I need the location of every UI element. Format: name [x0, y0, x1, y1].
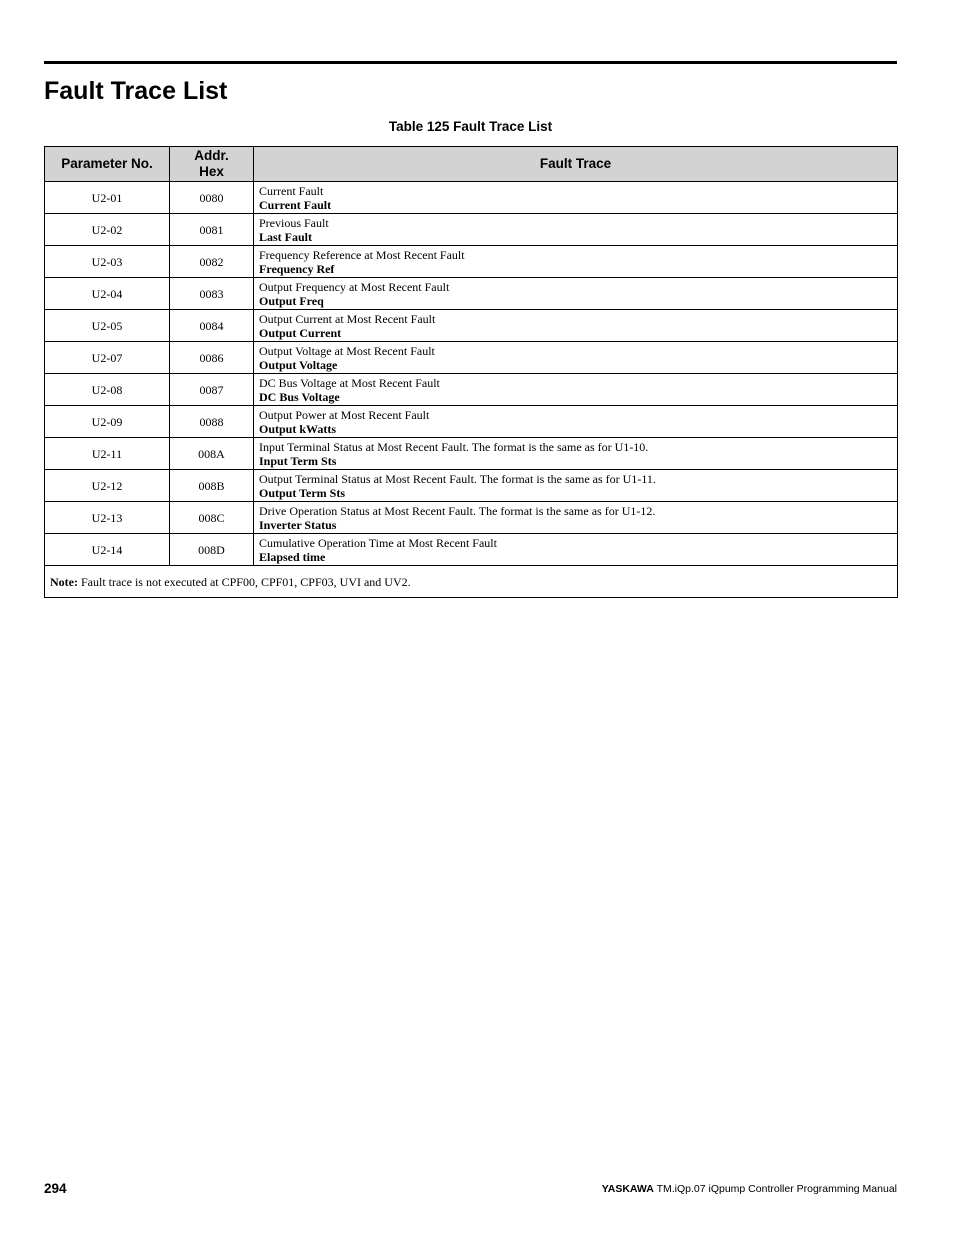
param-cell: U2-01	[45, 182, 170, 214]
description-text: Current Fault	[259, 183, 324, 198]
addr-cell: 0084	[170, 310, 254, 342]
note-label: Note:	[50, 574, 78, 589]
addr-cell: 0081	[170, 214, 254, 246]
addr-cell: 008B	[170, 470, 254, 502]
display-name: Output kWatts	[259, 421, 337, 436]
display-name: Output Term Sts	[259, 485, 346, 500]
fault-trace-cell	[254, 246, 898, 278]
fault-trace-table	[44, 146, 898, 598]
display-name: Elapsed time	[259, 549, 326, 564]
table-header-row	[45, 147, 898, 182]
display-name: Input Term Sts	[259, 453, 337, 468]
table-row	[45, 534, 898, 566]
description-text: Output Power at Most Recent Fault	[259, 407, 430, 422]
table-row	[45, 182, 898, 214]
page-number: 294	[44, 1181, 67, 1196]
fault-trace-cell	[254, 214, 898, 246]
param-cell: U2-05	[45, 310, 170, 342]
fault-trace-cell	[254, 470, 898, 502]
top-rule	[44, 61, 897, 64]
table-row	[45, 374, 898, 406]
addr-cell: 008D	[170, 534, 254, 566]
addr-cell: 008A	[170, 438, 254, 470]
note-row	[45, 566, 898, 598]
description-text: Output Frequency at Most Recent Fault	[259, 279, 450, 294]
fault-trace-cell	[254, 374, 898, 406]
display-name: Output Current	[259, 325, 342, 340]
description-text: Previous Fault	[259, 215, 329, 230]
addr-cell: 0087	[170, 374, 254, 406]
addr-cell: 0083	[170, 278, 254, 310]
addr-cell: 0080	[170, 182, 254, 214]
addr-cell: 008C	[170, 502, 254, 534]
display-name: Output Freq	[259, 293, 324, 308]
fault-trace-cell	[254, 182, 898, 214]
fault-trace-cell	[254, 502, 898, 534]
param-cell: U2-07	[45, 342, 170, 374]
param-cell: U2-11	[45, 438, 170, 470]
display-name: Last Fault	[259, 229, 313, 244]
display-name: Inverter Status	[259, 517, 337, 532]
table-row	[45, 470, 898, 502]
param-cell: U2-12	[45, 470, 170, 502]
addr-cell: 0088	[170, 406, 254, 438]
header-addr-line1: Addr.	[194, 148, 229, 163]
description-text: Frequency Reference at Most Recent Fault	[259, 247, 465, 262]
fault-trace-cell	[254, 310, 898, 342]
display-name: Output Voltage	[259, 357, 338, 372]
description-text: Output Current at Most Recent Fault	[259, 311, 436, 326]
footer-manual-name: TM.iQp.07 iQpump Controller Programming Manual	[653, 1183, 897, 1195]
description-text: Cumulative Operation Time at Most Recent Fault	[259, 535, 497, 550]
fault-trace-cell	[254, 534, 898, 566]
page-title: Fault Trace List	[44, 77, 228, 105]
param-cell: U2-03	[45, 246, 170, 278]
addr-cell: 0082	[170, 246, 254, 278]
header-addr-line2: Hex	[199, 164, 224, 179]
description-text: DC Bus Voltage at Most Recent Fault	[259, 375, 440, 390]
addr-cell: 0086	[170, 342, 254, 374]
description-text: Output Voltage at Most Recent Fault	[259, 343, 435, 358]
param-cell: U2-02	[45, 214, 170, 246]
table-row	[45, 342, 898, 374]
param-cell: U2-13	[45, 502, 170, 534]
fault-trace-cell	[254, 406, 898, 438]
param-cell: U2-09	[45, 406, 170, 438]
note-text: Fault trace is not executed at CPF00, CPF01, CPF03, UVI and UV2.	[77, 574, 411, 589]
display-name: DC Bus Voltage	[259, 389, 340, 404]
param-cell: U2-04	[45, 278, 170, 310]
display-name: Frequency Ref	[259, 261, 335, 276]
display-name: Current Fault	[259, 197, 332, 212]
param-cell: U2-08	[45, 374, 170, 406]
table-caption: Table 125 Fault Trace List	[388, 119, 553, 134]
table-row	[45, 310, 898, 342]
table-row	[45, 502, 898, 534]
footer-manual-title	[602, 1183, 897, 1195]
table-row	[45, 246, 898, 278]
header-fault-trace: Fault Trace	[254, 147, 898, 182]
description-text: Output Terminal Status at Most Recent Fault. The format is the same as for U1-11.	[259, 471, 656, 486]
table-row	[45, 214, 898, 246]
table-row	[45, 278, 898, 310]
fault-trace-cell	[254, 342, 898, 374]
table-row	[45, 406, 898, 438]
note-cell	[45, 566, 898, 598]
description-text: Input Terminal Status at Most Recent Fault. The format is the same as for U1-10.	[259, 439, 649, 454]
header-parameter-no: Parameter No.	[45, 147, 170, 182]
fault-trace-cell	[254, 278, 898, 310]
header-addr-hex	[170, 147, 254, 182]
table-row	[45, 438, 898, 470]
param-cell: U2-14	[45, 534, 170, 566]
fault-trace-cell	[254, 438, 898, 470]
footer-brand: YASKAWA	[601, 1183, 654, 1195]
description-text: Drive Operation Status at Most Recent Fault. The format is the same as for U1-12.	[259, 503, 656, 518]
